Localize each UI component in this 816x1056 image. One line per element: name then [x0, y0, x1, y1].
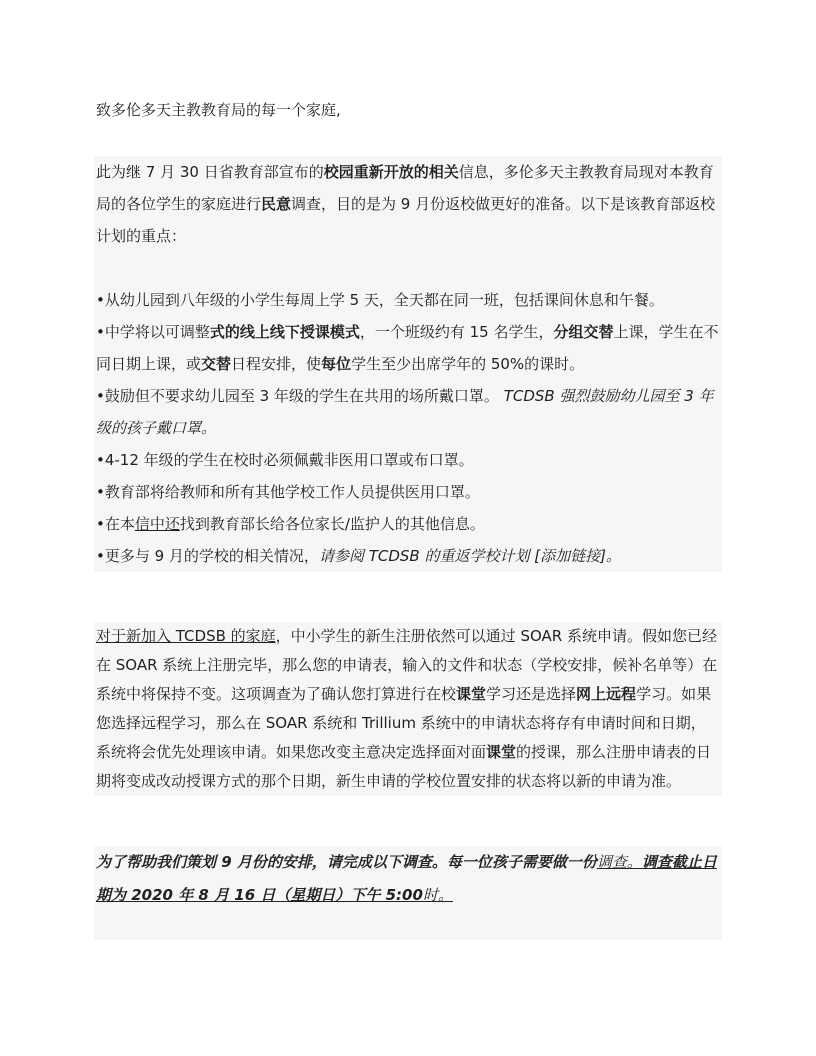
bullet-item — [96, 540, 720, 572]
new-families-text: 学习。如果您选择远程学习，那么在 SOAR 系统和 Trillium 系统中的申请状态将存有申请时间和日期，系统将会优先处理该申请。如果您改变主意决定选择面对面 — [96, 685, 712, 761]
bullet-text: •更多与 9 月的学校的相关情况， — [96, 547, 319, 565]
intro-bold: 民意 — [261, 195, 292, 213]
new-families-text: 学习还是选择 — [486, 685, 577, 703]
bullet-item: •教育部将给教师和所有其他学校工作人员提供医用口罩。 — [96, 483, 480, 501]
new-families-text: ，中小学生的新生注册依然可以通过 SOAR 系统申请。假如您已经在 SOAR 系统上注册完毕，那么您的申请表，输入的文件和状态（学校安排，候补名单等）在系统中将保持不变。这项调查为了确认您打算进行在校 — [96, 627, 718, 703]
bullet-bold: 式的线上线下授课模式 — [209, 323, 360, 341]
intro-paragraph — [96, 156, 720, 252]
bullet-text: ，一个班级约有 15 名学生， — [359, 323, 554, 341]
new-families-bold: 课堂 — [486, 743, 517, 761]
intro-bold: 校园重新开放的相关 — [323, 163, 459, 181]
closing-survey-link[interactable]: 调查。 — [596, 853, 642, 871]
intro-text: 此为继 7 月 30 日省教育部宣布的 — [96, 163, 324, 181]
new-families-paragraph — [96, 622, 720, 796]
new-families-bold: 网上远程 — [576, 685, 637, 703]
deadline-suffix: 时。 — [422, 886, 453, 904]
intro-block — [94, 156, 722, 572]
new-families-text: 的授课，那么注册申请表的日期将变成改动授课方式的那个日期，新生申请的学校位置安排的状态将以新的申请为准。 — [96, 743, 712, 790]
spacer — [96, 252, 720, 284]
bullet-bold: 交替 — [201, 355, 232, 373]
bullet-item: •从幼儿园到八年级的小学生每周上学 5 天，全天都在同一班，包括课间休息和午餐。 — [96, 291, 664, 309]
bullet-text: •在本 — [96, 515, 135, 533]
new-families-bold: 课堂 — [456, 685, 487, 703]
bullet-item: •4-12 年级的学生在校时必须佩戴非医用口罩或布口罩。 — [96, 451, 474, 469]
return-plan-link[interactable]: 请参阅 TCDSB 的重返学校计划 [添加链接]。 — [318, 547, 621, 565]
bullet-text: 找到教育部长给各位家长/监护人的其他信息。 — [179, 515, 485, 533]
bullet-item — [96, 316, 720, 380]
bullet-text: •鼓励但不要求幼儿园至 3 年级的学生在共用的场所戴口罩。 — [96, 387, 499, 405]
bullet-text: 学生至少出席学年的 50%的课时。 — [351, 355, 585, 373]
closing-block — [94, 846, 722, 940]
closing-paragraph — [96, 846, 720, 912]
intro-text: 调查，目的是为 9 月份返校做更好的准备。以下是该教育部返校计划的重点： — [96, 195, 716, 245]
bullet-list — [96, 284, 720, 572]
new-families-block — [94, 622, 722, 796]
closing-bold: 为了帮助我们策划 9 月份的安排，请完成以下调查。每一位孩子需要做一份 — [96, 853, 597, 871]
bullet-text: 上课，学生在不同日期上课，或 — [96, 323, 719, 373]
bullet-item — [96, 508, 720, 540]
intro-text: 信息，多伦多天主教教育局现对本教育局的各位学生的家庭进行 — [96, 163, 714, 213]
bullet-bold: 分组交替 — [553, 323, 614, 341]
bullet-bold: 每位 — [321, 355, 352, 373]
bullet-text: 日程安排，使 — [231, 355, 322, 373]
greeting: 致多伦多天主教教育局的每一个家庭, — [96, 101, 341, 119]
deadline-text: 调查截止日期为 2020 年 8 月 16 日（星期日）下午 5:00 — [96, 853, 717, 904]
new-families-link[interactable]: 对于新加入 TCDSB 的家庭 — [96, 627, 276, 645]
bullet-item — [96, 380, 720, 444]
letter-link[interactable]: 信中还 — [134, 515, 180, 533]
bullet-italic: TCDSB 强烈鼓励幼儿园至 3 年级的孩子戴口罩。 — [96, 387, 714, 437]
bullet-text: •中学将以可调整 — [96, 323, 210, 341]
